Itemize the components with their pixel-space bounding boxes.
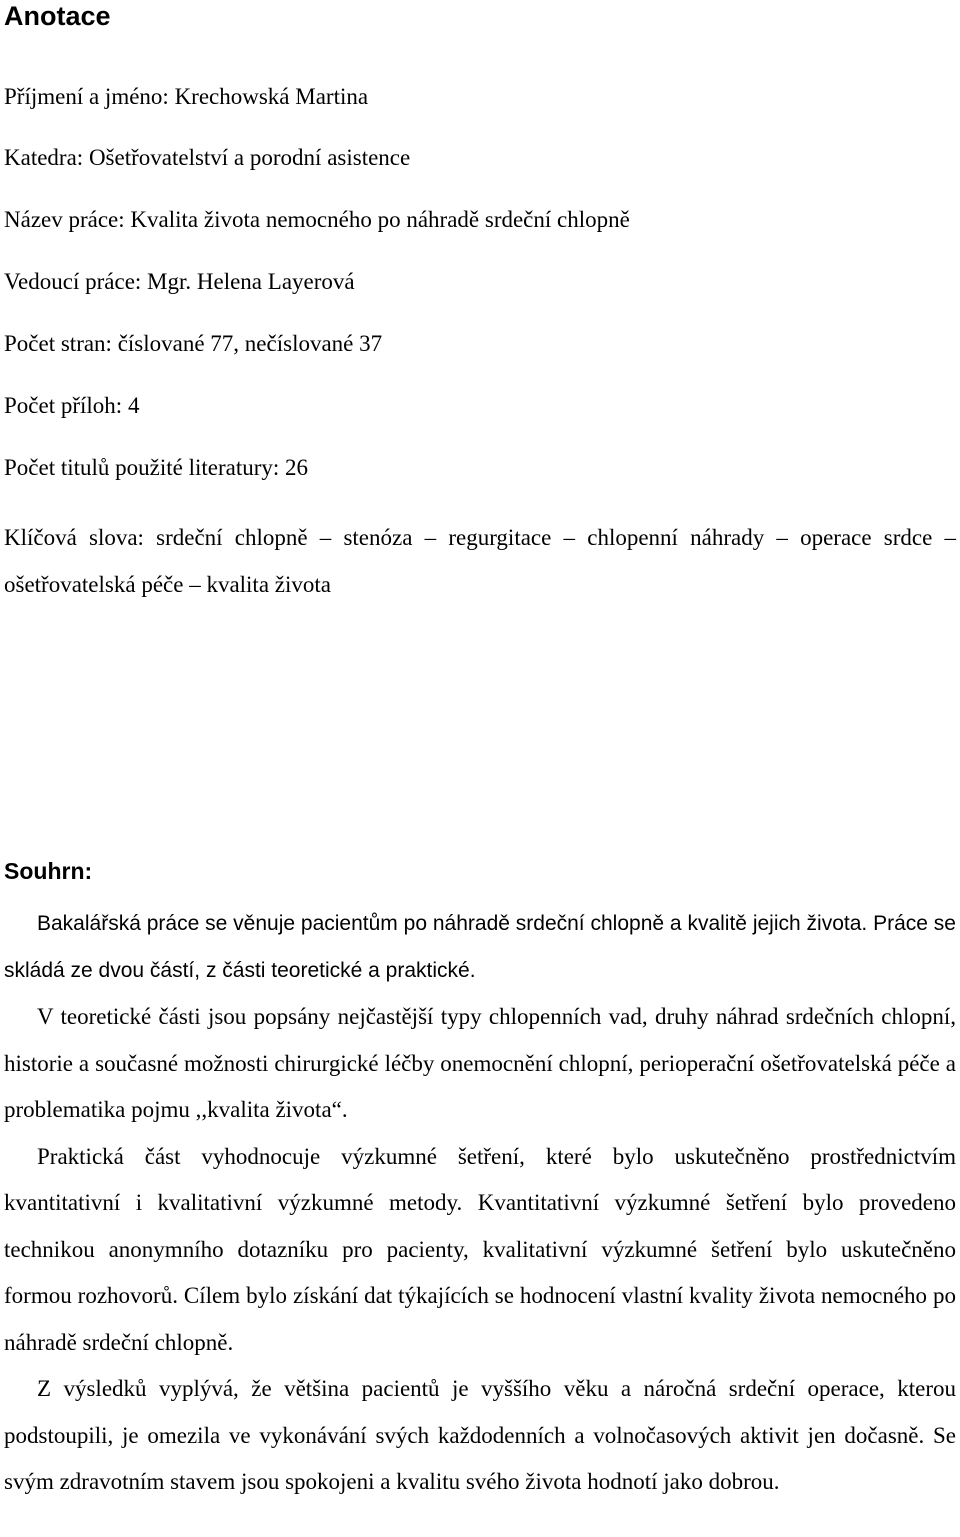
keywords [4,514,956,608]
field-value: Ošetřovatelství a porodní asistence [88,145,411,170]
field-page-count [4,329,956,359]
field-value: číslované 77, nečíslované 37 [117,331,383,356]
keywords-label: Klíčová slova: [4,525,144,550]
field-department [4,143,956,173]
summary-paragraph: Bakalářská práce se věnuje pacientům po náhradě srdeční chlopně a kvalitě jejich života. Práce se skládá ze dvou částí, z části teoretické a praktické. [4,912,956,982]
field-thesis-title [4,205,956,235]
field-label: Vedoucí práce: [4,269,142,294]
field-value: 26 [285,455,309,480]
field-author [4,82,956,112]
souhrn-heading: Souhrn: [4,858,93,884]
field-label: Počet stran: [4,331,112,356]
summary-body [4,901,956,1506]
field-value: Kvalita života nemocného po náhradě srdeční chlopně [130,207,630,232]
summary-paragraph: Z výsledků vyplývá, že většina pacientů je vyššího věku a náročná srdeční operace, kterou podstoupili, je omezila ve vykonávání svých každodenních a volnočasových aktivit jen dočasně. Se svým zdravotním stavem jsou spokojeni a kvalitu svého života hodnotí jako dobrou. [4,1376,956,1494]
field-label: Počet titulů použité literatury: [4,455,280,480]
field-value: Krechowská Martina [174,84,369,109]
summary-paragraph: Praktická část vyhodnocuje výzkumné šetření, které bylo uskutečněno prostřednictvím kvantitativní i kvalitativní výzkumné metody. Kvantitativní výzkumné šetření bylo provedeno technikou anonymního dotazníku pro pacienty, kvalitativní výzkumné šetření bylo uskutečněno formou rozhovorů. Cílem bylo získání dat týkajících se hodnocení vlastní kvality života nemocného po náhradě srdeční chlopně. [4,1143,956,1355]
summary-paragraph: V teoretické části jsou popsány nejčastější typy chlopenních vad, druhy náhrad srdečních chlopní, historie a současné možnosti chirurgické léčby onemocnění chlopní, perioperační ošetřovatelská péče a problematika pojmu ,,kvalita života“. [4,1004,956,1122]
field-appendix-count [4,391,956,421]
keywords-value: srdeční chlopně – stenóza – regurgitace – chlopenní náhrady – operace srdce – ošetřovatelská péče – kvalita života [4,525,957,597]
field-label: Počet příloh: [4,393,123,418]
field-value: 4 [127,393,140,418]
field-value: Mgr. Helena Layerová [147,269,355,294]
field-literature-count [4,453,956,483]
field-supervisor [4,267,956,297]
field-label: Příjmení a jméno: [4,84,169,109]
field-label: Katedra: [4,145,84,170]
anotace-heading: Anotace [4,1,111,31]
field-label: Název práce: [4,207,125,232]
